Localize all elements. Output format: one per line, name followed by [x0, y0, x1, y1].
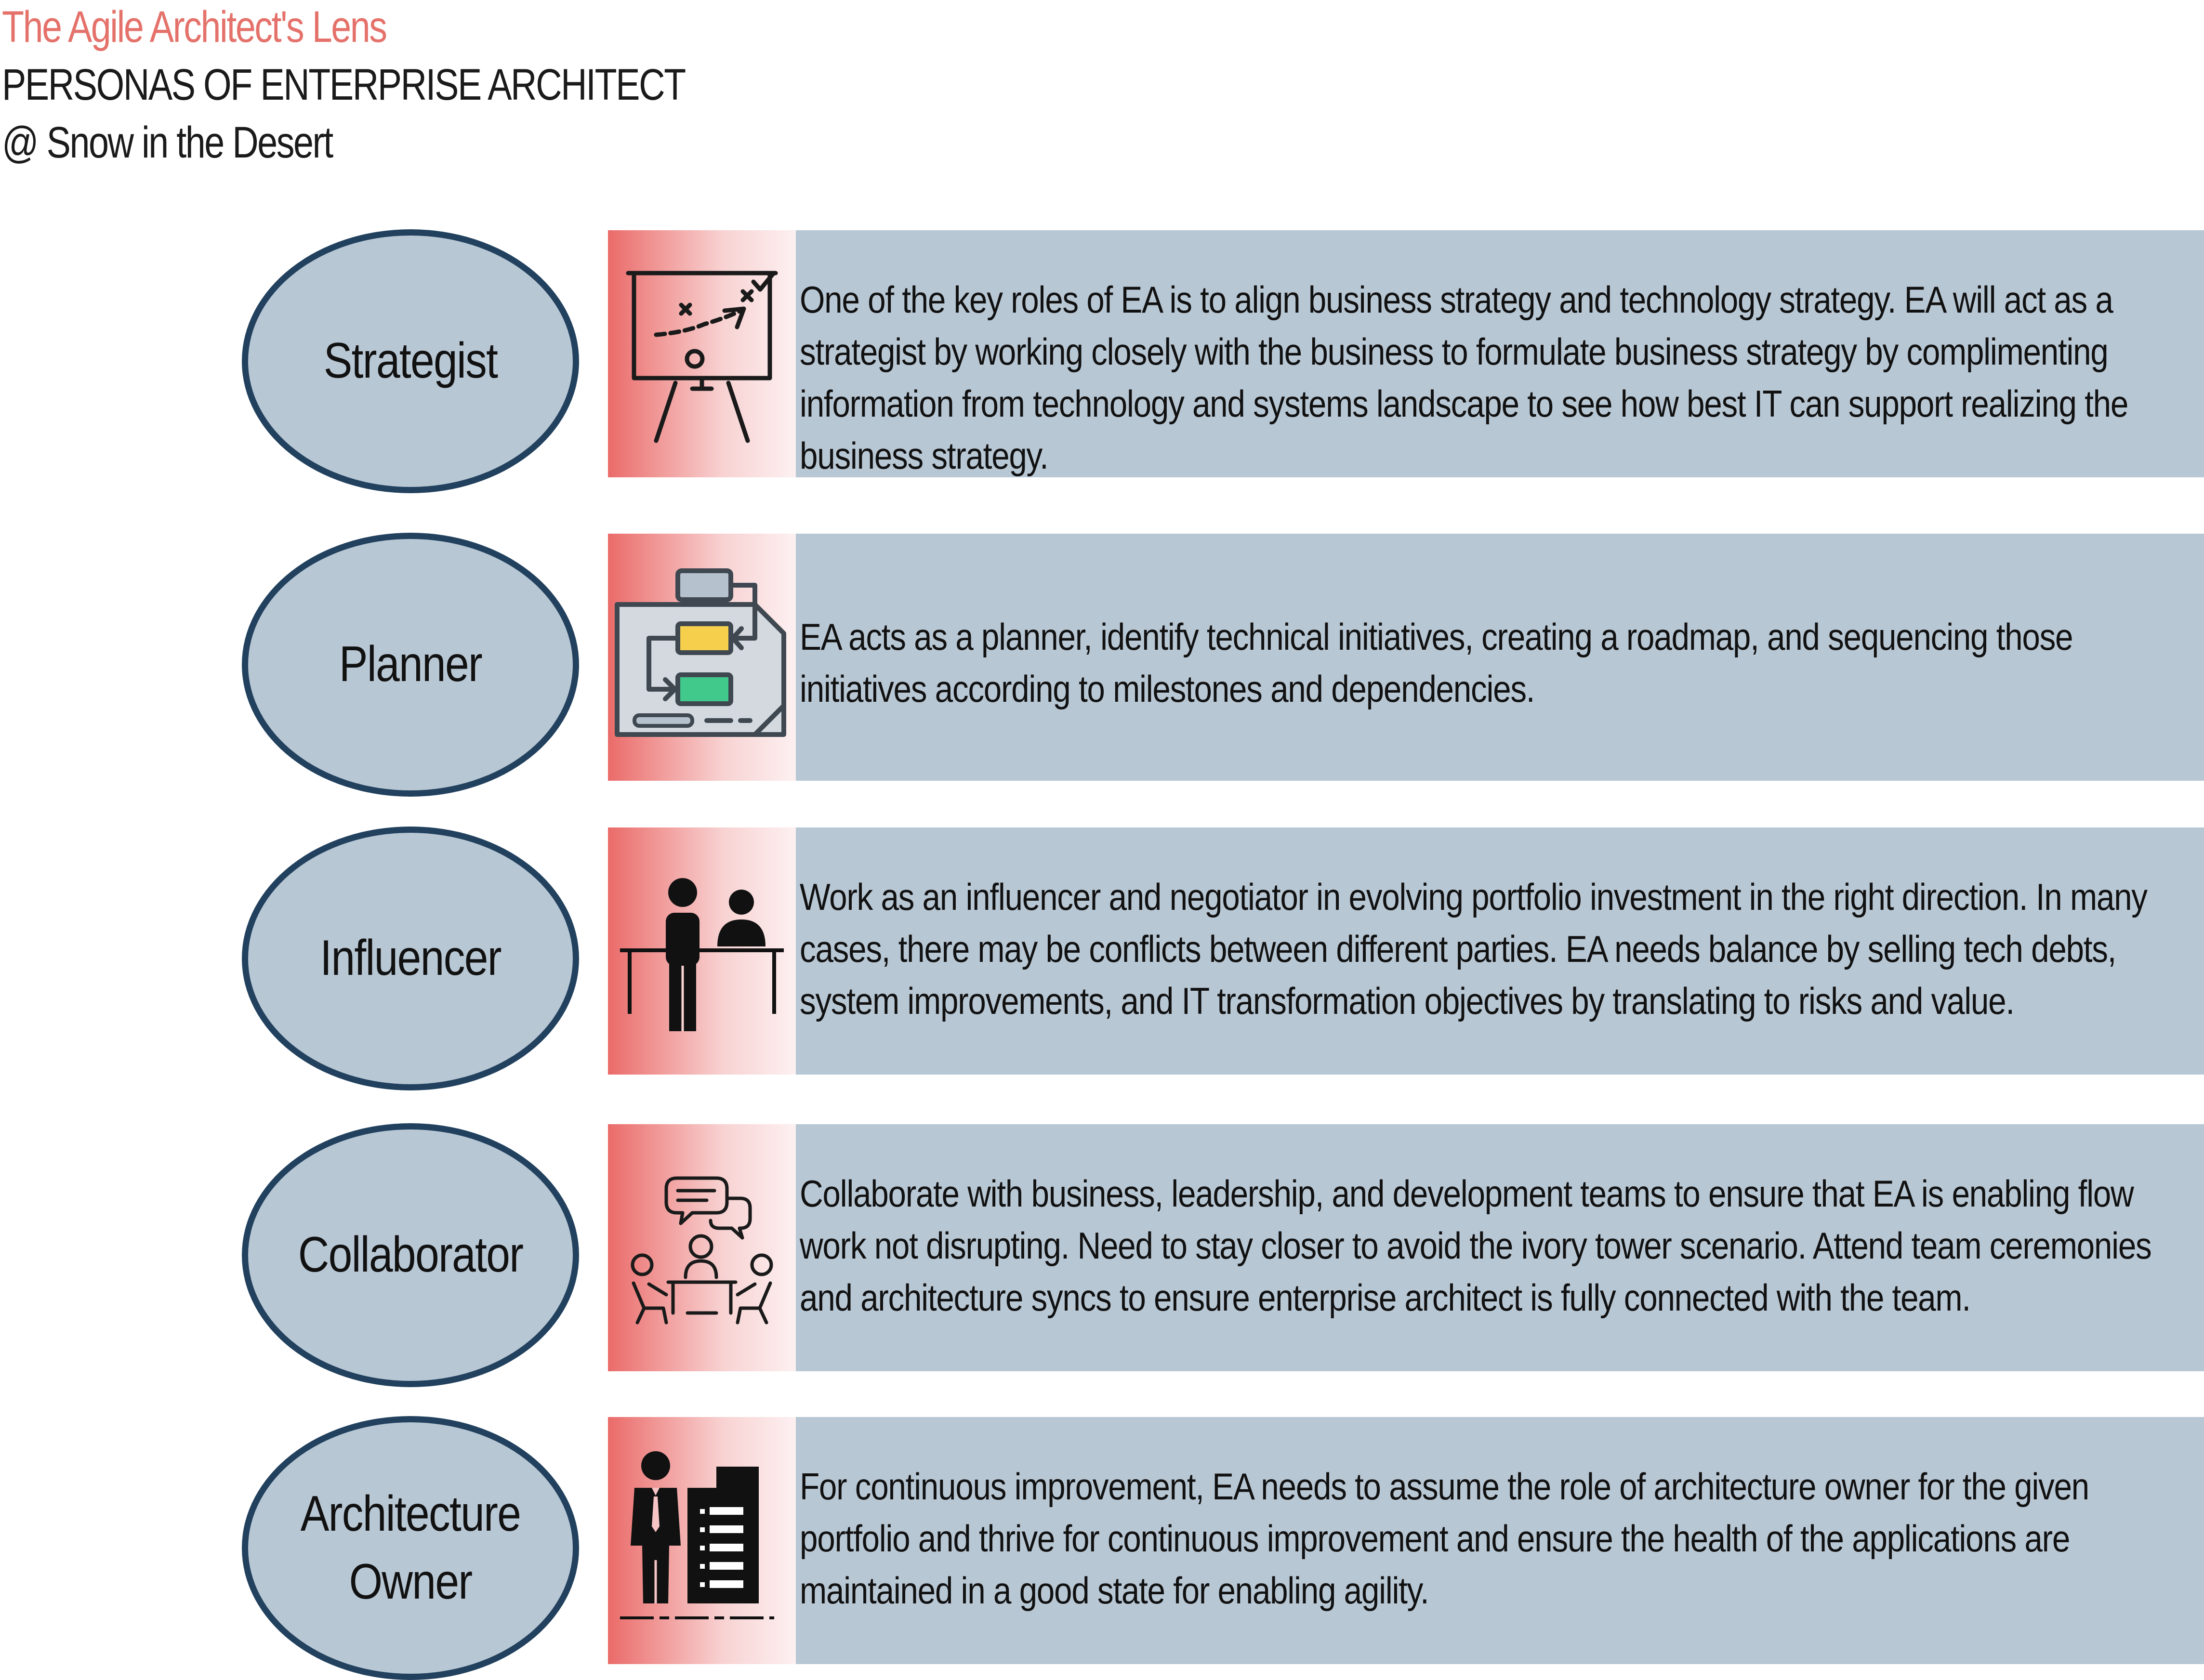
persona-row-collaborator — [0, 1124, 2204, 1375]
persona-ellipse-planner — [242, 533, 579, 797]
persona-ellipse-strategist — [242, 229, 579, 493]
roadmap-flowchart-icon — [610, 561, 793, 754]
owner-building-icon — [615, 1449, 789, 1632]
page-title: PERSONAS OF ENTERPRISE ARCHITECT — [2, 60, 685, 109]
persona-ellipse-architecture-owner — [242, 1416, 579, 1680]
icon-panel — [608, 827, 796, 1075]
persona-label: Strategist — [323, 333, 498, 389]
header-credit: @ Snow in the Desert — [2, 118, 332, 167]
persona-description: EA acts as a planner, identify technical initiatives, creating a roadmap, and sequencing those initiatives according to milestones and dependencies. — [800, 616, 2073, 710]
persona-label: Influencer — [320, 930, 501, 986]
icon-panel — [608, 1124, 796, 1371]
persona-row-planner — [0, 534, 2204, 784]
icon-panel — [608, 1417, 796, 1664]
icon-panel — [608, 230, 796, 477]
team-discussion-icon — [620, 1168, 784, 1327]
persona-description-panel — [796, 230, 2204, 477]
persona-ellipse-influencer — [242, 827, 579, 1090]
persona-description-panel — [796, 534, 2204, 781]
header-tagline: The Agile Architect's Lens — [2, 2, 386, 52]
persona-description: Collaborate with business, leadership, and development teams to ensure that EA is enabling flow work not disrupting. Need to stay closer to avoid the ivory tower scenario. Attend team ceremonies and architecture syncs to ensure enterprise architect is fully connected with the team. — [800, 1172, 2151, 1319]
negotiation-meeting-icon — [615, 869, 789, 1033]
persona-description: For continuous improvement, EA needs to assume the role of architecture owner for the given portfolio and thrive for continuous improvement and ensure the health of the applications are maintained in a good state for enabling agility. — [800, 1465, 2089, 1612]
persona-description-panel — [796, 827, 2204, 1075]
persona-label: Architecture Owner — [300, 1485, 521, 1610]
persona-row-strategist — [0, 230, 2204, 481]
strategy-board-icon — [622, 262, 781, 446]
persona-description-panel — [796, 1417, 2204, 1664]
persona-description-panel — [796, 1124, 2204, 1371]
icon-panel — [608, 534, 796, 781]
persona-label: Planner — [339, 636, 482, 693]
persona-description: Work as an influencer and negotiator in evolving portfolio investment in the right direction. In many cases, there may be conflicts between different parties. EA needs balance by selling tech debts, system improvements, and IT transformation objectives by translating to risks and value. — [800, 876, 2147, 1022]
persona-label: Collaborator — [298, 1227, 523, 1283]
persona-row-influencer — [0, 827, 2204, 1078]
persona-ellipse-collaborator — [242, 1123, 579, 1387]
persona-description: One of the key roles of EA is to align business strategy and technology strategy. EA will act as a strategist by working closely with the business to formulate business strategy by complimenting information from technology and systems landscape to see how best IT can support realizing the business strategy. — [800, 278, 2128, 477]
persona-row-architecture-owner — [0, 1417, 2204, 1667]
